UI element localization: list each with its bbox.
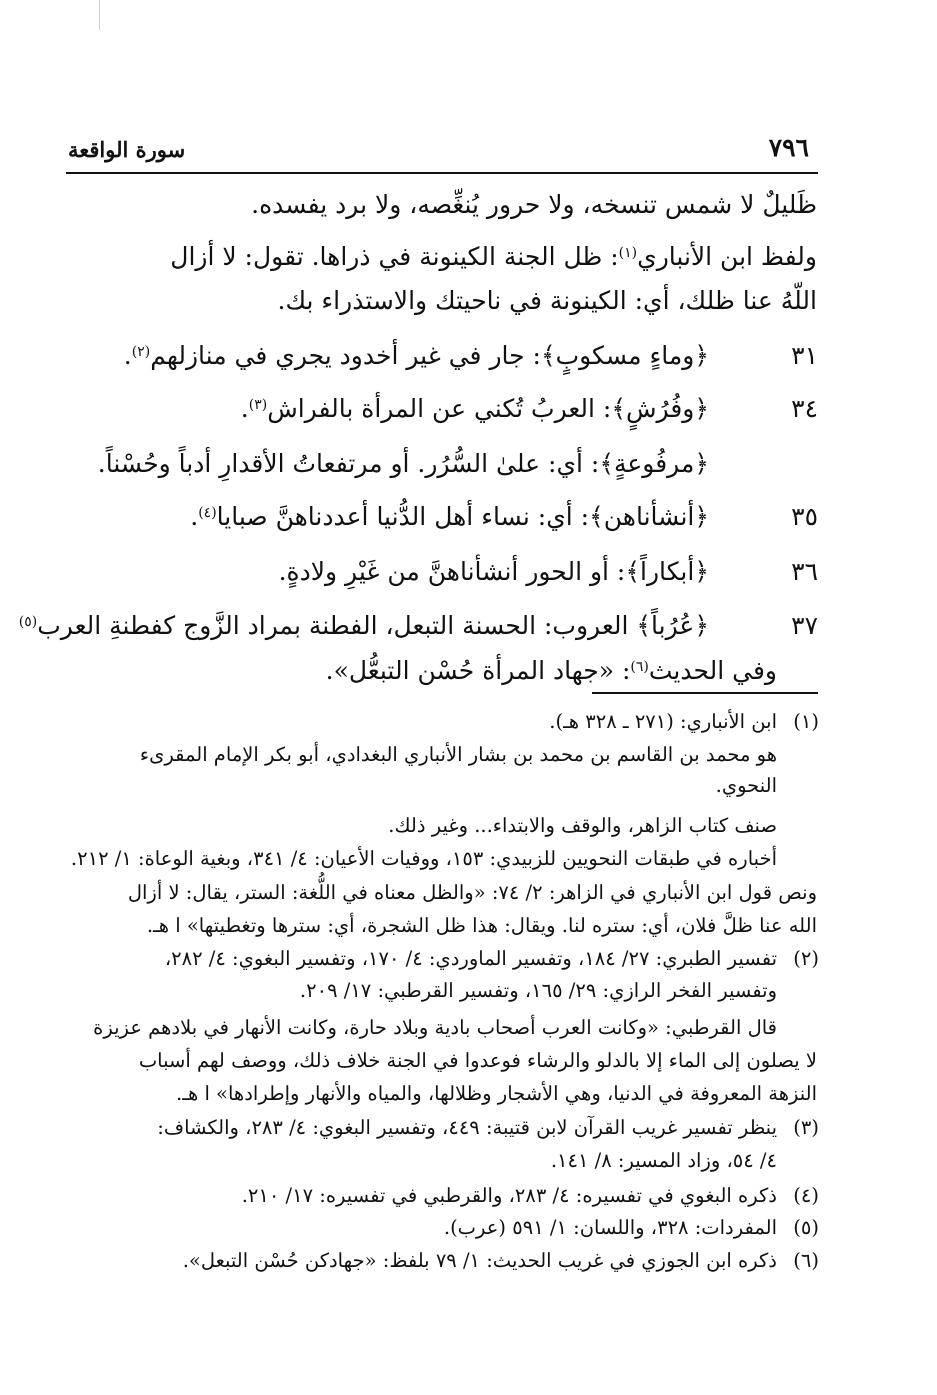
footnote-2-line: تفسير الطبري: ٢٧/ ١٨٤، وتفسير الماوردي: ٤/ ١٧٠، وتفسير البغوي: ٤/ ٢٨٢، xyxy=(164,947,777,970)
footnote-number: (١) xyxy=(793,710,819,733)
footnote-6-line: ذكره ابن الجوزي في غريب الحديث: ١/ ٧٩ بلفظ: «جهادكن حُسْن التبعل». xyxy=(182,1249,777,1272)
footnote-2-line: وتفسير الفخر الرازي: ٢٩/ ١٦٥، وتفسير القرطبي: ١٧/ ٢٠٩. xyxy=(299,979,777,1002)
footnote-number: (٢) xyxy=(793,947,819,970)
verse-number: ٣٤ xyxy=(791,394,818,423)
footnote-number: (٣) xyxy=(793,1116,819,1139)
para-text: ولفظ ابن الأنباري xyxy=(637,242,817,271)
entry-end: . xyxy=(240,394,249,423)
verse-entry xyxy=(190,494,709,540)
margin-mark xyxy=(99,0,100,30)
footnote-2-line: قال القرطبي: «وكانت العرب أصحاب بادية وبلاد حارة، وكانت الأنهار في بلادهم عزيزة xyxy=(93,1016,777,1039)
page-number: ٧٩٦ xyxy=(768,133,809,162)
verse-number: ٣٦ xyxy=(791,557,818,586)
header-rule xyxy=(66,172,818,174)
verse-entry xyxy=(241,386,709,432)
body-para-2-line-1 xyxy=(170,234,817,280)
footnote-1-line: أخباره في طبقات النحويين للزبيدي: ١٥٣، ووفيات الأعيان: ٤/ ٣٤١، وبغية الوعاة: ١/ ٢١٢. xyxy=(70,847,777,870)
verse-entry xyxy=(19,603,709,649)
footnote-1-line: صنف كتاب الزاهر، والوقف والابتداء... وغير ذلك. xyxy=(388,814,777,837)
footnote-3-line: ٤/ ٥٤، وزاد المسير: ٨/ ١٤١. xyxy=(550,1149,777,1172)
footnote-1-line: الله عنا ظلَّ فلان، أي: ستره لنا. ويقال: هذا ظل الشجرة، أي: سترها وتغطيتها» ا هـ. xyxy=(146,914,817,937)
footnote-number: (٤) xyxy=(793,1184,819,1207)
entry-text: ﴿وفُرُشٍ﴾: العربُ تُكني عن المرأة بالفراش xyxy=(267,394,709,423)
footnote-1-line: ونص قول ابن الأنباري في الزاهر: ٢/ ٧٤: «والظل معناه في اللُّغة: الستر، يقال: لا أزال xyxy=(127,881,817,904)
entry-end: . xyxy=(123,341,132,370)
verse-entry xyxy=(124,333,709,379)
surah-title: سورة الواقعة xyxy=(68,137,186,162)
footnote-number: (٦) xyxy=(793,1249,819,1272)
footnote-2-line: لا يصلون إلى الماء إلا بالدلو والرشاء فوعدوا في الجنة خلاف ذلك، ووصف لهم أسباب xyxy=(138,1049,817,1072)
footnote-number: (٥) xyxy=(793,1216,819,1239)
verse-number: ٣٥ xyxy=(791,502,818,531)
entry-text: ﴿عُرُباً﴾ العروب: الحسنة التبعل، الفطنة بمراد الزَّوج كفطنةِ العرب xyxy=(37,611,709,640)
footnote-ref[interactable]: (٤) xyxy=(198,505,217,521)
entry-text: ﴿أنشأناهن﴾: أي: نساء أهل الدُّنيا أعددناهنَّ صبايا xyxy=(216,502,709,531)
footnote-separator xyxy=(592,692,818,694)
entry-text: ﴿أبكاراً﴾: أو الحور أنشأناهنَّ من غَيْرِ ولادةٍ. xyxy=(278,557,709,586)
footnote-2-line: النزهة المعروفة في الدنيا، وهي الأشجار وظلالها، والمياه والأنهار وإطرادها» ا هـ. xyxy=(176,1082,817,1105)
verse-entry xyxy=(279,549,709,595)
verse-entry-continued xyxy=(326,648,777,694)
body-para-2-line-2: اللّهُ عنا ظلك، أي: الكينونة في ناحيتك والاستذراء بك. xyxy=(277,286,817,315)
footnote-ref[interactable]: (٢) xyxy=(131,344,151,360)
footnote-ref[interactable]: (٥) xyxy=(18,614,38,630)
entry-text: وفي الحديث xyxy=(648,656,777,685)
entry-text: : «جهاد المرأة حُسْن التبعُّل». xyxy=(325,656,631,685)
entry-end: . xyxy=(190,502,199,531)
verse-entry xyxy=(98,441,709,487)
footnote-3-line: ينظر تفسير غريب القرآن لابن قتيبة: ٤٤٩، وتفسير البغوي: ٤/ ٢٨٣، والكشاف: xyxy=(157,1116,777,1139)
body-line-1: ظَليلٌ لا شمس تنسخه، ولا حرور يُنغِّصه، ولا برد يفسده. xyxy=(251,190,817,219)
entry-text: ﴿مرفُوعةٍ﴾: أي: علىٰ السُّرُر. أو مرتفعاتُ الأقدارِ أدباً وحُسْناً. xyxy=(97,449,709,478)
footnote-4-line: ذكره البغوي في تفسيره: ٤/ ٢٨٣، والقرطبي في تفسيره: ١٧/ ٢١٠. xyxy=(241,1184,777,1207)
footnote-ref[interactable]: (٣) xyxy=(248,397,268,413)
entry-text: ﴿وماءٍ مسكوبٍ﴾: جار في غير أخدود يجري في منازلهم xyxy=(150,341,709,370)
footnote-5-line: المفردات: ٣٢٨، واللسان: ١/ ٥٩١ (عرب). xyxy=(443,1216,777,1239)
verse-number: ٣٧ xyxy=(791,611,818,640)
footnote-1-line: النحوي. xyxy=(715,774,777,797)
footnote-ref[interactable]: (٦) xyxy=(630,659,649,675)
para-text: : ظل الجنة الكينونة في ذراها. تقول: لا أزال xyxy=(170,242,619,271)
footnote-1-line: هو محمد بن القاسم بن محمد بن بشار الأنباري البغدادي، أبو بكر الإمام المقرىء xyxy=(139,743,777,766)
footnote-1-line: ابن الأنباري: (٢٧١ ـ ٣٢٨ هـ). xyxy=(549,710,777,733)
footnote-ref[interactable]: (١) xyxy=(618,245,638,261)
verse-number: ٣١ xyxy=(791,341,818,370)
